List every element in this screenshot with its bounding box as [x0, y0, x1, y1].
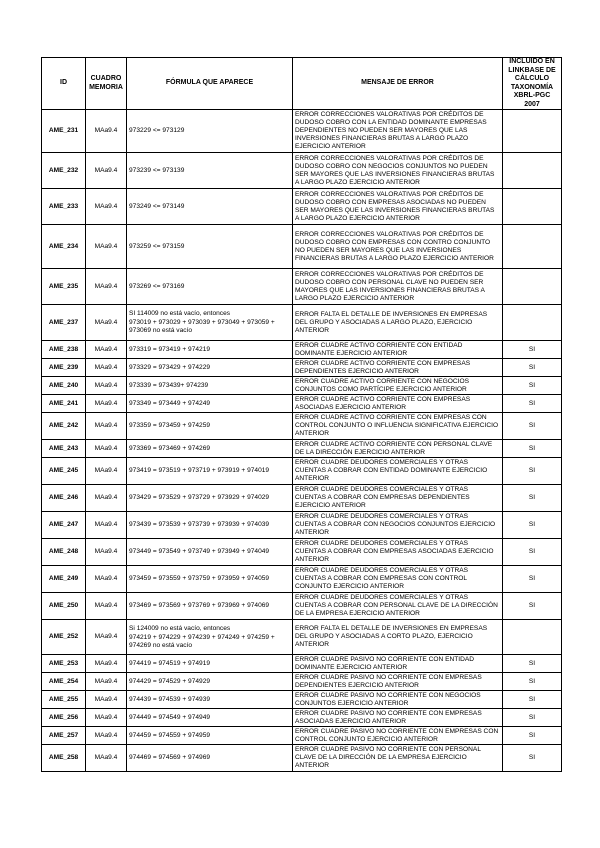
formula-line: 974469 = 974569 + 974969	[129, 754, 211, 761]
cell-mensaje-error: ERROR CUADRE PASIVO NO CORRIENTE CON ENTIDAD DOMINANTE EJERCICIO ANTERIOR	[293, 655, 503, 673]
formula-line: 973339 = 973439+ 974239	[129, 381, 209, 389]
cell-id: AME_231	[42, 110, 86, 153]
formula-line: SI 114009 no está vacío, entonces	[129, 310, 231, 317]
table-row	[42, 269, 562, 305]
cell-incluido: SI	[503, 745, 562, 772]
cell-cuadro-memoria: MAa9.4	[86, 485, 127, 512]
cell-cuadro-memoria: MAa9.4	[86, 709, 127, 727]
cell-id: AME_246	[42, 485, 86, 512]
formula-line: 973319 = 973419 + 974219	[129, 345, 211, 353]
table-row	[42, 566, 562, 593]
cell-cuadro-memoria: MAa9.4	[86, 413, 127, 440]
table-header-row	[42, 58, 562, 110]
formula-line: 974219 + 974229 + 974239 + 974249 + 974259 + 974269 no está vacío	[129, 633, 275, 649]
formula-line: 973019 + 973029 + 973039 + 973049 + 973059 + 973069 no está vacío	[129, 319, 275, 334]
cell-incluido: SI	[503, 440, 562, 458]
cell-mensaje-error: ERROR CUADRE ACTIVO CORRIENTE CON PERSONAL CLAVE DE LA DIRECCIÓN EJERCICIO ANTERIOR	[293, 440, 503, 458]
formula-line: 974459 = 974559 + 974959	[129, 731, 211, 739]
cell-incluido: SI	[503, 512, 562, 539]
cell-id: AME_243	[42, 440, 86, 458]
cell-incluido: SI	[503, 458, 562, 485]
cell-mensaje-error: ERROR CORRECCIONES VALORATIVAS POR CRÉDITOS DE DUDOSO COBRO CON LA ENTIDAD DOMINANTE EMPRESAS DEPENDIENTES NO PUEDEN SER MAYORES QUE LAS INVERSIONES FINANCIERAS BRUTAS A LARGO PLAZO EJERCICIO ANTERIOR	[293, 110, 503, 153]
cell-mensaje-error: ERROR CUADRE DEUDORES COMERCIALES Y OTRAS CUENTAS A COBRAR CON EMPRESAS CON CONTROL CONJUNTO EJERCICIO ANTERIOR	[293, 566, 503, 593]
formula-line: 973369 = 973469 + 974269	[129, 444, 211, 452]
header-formula: FÓRMULA QUE APARECE	[127, 58, 293, 110]
table-row	[42, 709, 562, 727]
cell-formula	[127, 153, 293, 189]
validation-rules-table	[41, 57, 562, 772]
cell-incluido: SI	[503, 341, 562, 359]
cell-incluido: SI	[503, 709, 562, 727]
table-row	[42, 305, 562, 341]
cell-formula	[127, 593, 293, 620]
formula-line: 973459 = 973559 + 973759 + 973959 + 974059	[129, 575, 270, 582]
cell-formula	[127, 539, 293, 566]
formula-line: 973229 <= 973129	[129, 127, 185, 134]
table-row	[42, 620, 562, 655]
table-row	[42, 440, 562, 458]
cell-formula	[127, 673, 293, 691]
cell-cuadro-memoria: MAa9.4	[86, 593, 127, 620]
cell-formula	[127, 377, 293, 395]
formula-line: 973239 <= 973139	[129, 166, 185, 174]
table-row	[42, 673, 562, 691]
cell-cuadro-memoria: MAa9.4	[86, 727, 127, 745]
cell-cuadro-memoria: MAa9.4	[86, 512, 127, 539]
table-row	[42, 153, 562, 189]
cell-cuadro-memoria: MAa9.4	[86, 539, 127, 566]
cell-incluido: SI	[503, 673, 562, 691]
cell-cuadro-memoria: MAa9.4	[86, 673, 127, 691]
cell-incluido: SI	[503, 377, 562, 395]
table-row	[42, 539, 562, 566]
cell-cuadro-memoria: MAa9.4	[86, 225, 127, 269]
cell-id: AME_232	[42, 153, 86, 189]
cell-incluido: SI	[503, 593, 562, 620]
cell-cuadro-memoria: MAa9.4	[86, 189, 127, 225]
formula-line: 974429 = 974529 + 974929	[129, 677, 211, 685]
header-incluido-linkbase: INCLUIDO EN LINKBASE DE CÁLCULO TAXONOMÍA XBRL-PGC 2007	[503, 58, 562, 110]
cell-mensaje-error: ERROR CUADRE DEUDORES COMERCIALES Y OTRAS CUENTAS A COBRAR CON PERSONAL CLAVE DE LA DIRECCIÓN DE LA EMPRESA EJERCICIO ANTERIOR	[293, 593, 503, 620]
cell-formula	[127, 620, 293, 655]
cell-formula	[127, 691, 293, 709]
cell-id: AME_248	[42, 539, 86, 566]
cell-mensaje-error: ERROR CUADRE DEUDORES COMERCIALES Y OTRAS CUENTAS A COBRAR CON ENTIDAD DOMINANTE EJERCICIO ANTERIOR	[293, 458, 503, 485]
formula-line: 973439 = 973539 + 973739 + 973939 + 974039	[129, 521, 270, 528]
cell-id: AME_252	[42, 620, 86, 655]
cell-id: AME_250	[42, 593, 86, 620]
table-row	[42, 727, 562, 745]
header-cuadro-memoria: CUADRO MEMORIA	[86, 58, 127, 110]
table-row	[42, 485, 562, 512]
cell-incluido: SI	[503, 413, 562, 440]
cell-formula	[127, 359, 293, 377]
cell-mensaje-error: ERROR CUADRE ACTIVO CORRIENTE CON EMPRESAS DEPENDIENTES EJERCICIO ANTERIOR	[293, 359, 503, 377]
cell-mensaje-error: ERROR CUADRE ACTIVO CORRIENTE CON NEGOCIOS CONJUNTOS COMO PARTÍCIPE EJERCICIO ANTERIOR	[293, 377, 503, 395]
table-row	[42, 395, 562, 413]
cell-incluido: SI	[503, 395, 562, 413]
formula-line: 973359 = 973459 + 974259	[129, 422, 211, 429]
cell-mensaje-error: ERROR CUADRE DEUDORES COMERCIALES Y OTRAS CUENTAS A COBRAR CON NEGOCIOS CONJUNTOS EJERCICIO ANTERIOR	[293, 512, 503, 539]
cell-cuadro-memoria: MAa9.4	[86, 691, 127, 709]
cell-id: AME_235	[42, 269, 86, 305]
cell-incluido	[503, 620, 562, 655]
cell-id: AME_258	[42, 745, 86, 772]
cell-incluido: SI	[503, 727, 562, 745]
cell-mensaje-error: ERROR CORRECCIONES VALORATIVAS POR CRÉDITOS DE DUDOSO COBRO CON EMPRESAS CON CONTRO CONJUNTO NO PUEDEN SER MAYORES QUE LAS INVERSIONES FINANCIERAS BRUTAS A LARGO PLAZO EJERCICIO ANTERIOR	[293, 225, 503, 269]
cell-incluido	[503, 189, 562, 225]
cell-formula	[127, 566, 293, 593]
formula-line: 973329 = 973429 + 974229	[129, 363, 211, 371]
cell-cuadro-memoria: MAa9.4	[86, 341, 127, 359]
cell-mensaje-error: ERROR CORRECCIONES VALORATIVAS POR CRÉDITOS DE DUDOSO COBRO CON PERSONAL CLAVE NO PUEDEN SER MAYORES QUE LAS INVERSIONES FINANCIERAS BRUTAS A LARGO PLAZO EJERCICIO ANTERIOR	[293, 269, 503, 305]
cell-formula	[127, 512, 293, 539]
cell-mensaje-error: ERROR CUADRE DEUDORES COMERCIALES Y OTRAS CUENTAS A COBRAR CON EMPRESAS DEPENDIENTES EJERCICIO ANTERIOR	[293, 485, 503, 512]
cell-cuadro-memoria: MAa9.4	[86, 110, 127, 153]
cell-cuadro-memoria: MAa9.4	[86, 566, 127, 593]
cell-id: AME_234	[42, 225, 86, 269]
cell-formula	[127, 458, 293, 485]
table-row	[42, 655, 562, 673]
cell-cuadro-memoria: MAa9.4	[86, 458, 127, 485]
cell-cuadro-memoria: MAa9.4	[86, 305, 127, 341]
cell-cuadro-memoria: MAa9.4	[86, 620, 127, 655]
table-row	[42, 593, 562, 620]
formula-line: 974449 = 974549 + 974949	[129, 713, 211, 721]
cell-formula	[127, 745, 293, 772]
cell-incluido: SI	[503, 691, 562, 709]
cell-id: AME_254	[42, 673, 86, 691]
table-row	[42, 745, 562, 772]
cell-mensaje-error: ERROR CORRECCIONES VALORATIVAS POR CRÉDITOS DE DUDOSO COBRO CON EMPRESAS ASOCIADAS NO PUEDEN SER MAYORES QUE LAS INVERSIONES FINANCIERAS BRUTAS A LARGO PLAZO EJERCICIO ANTERIOR	[293, 189, 503, 225]
formula-line: 973249 <= 973149	[129, 202, 185, 210]
cell-mensaje-error: ERROR CUADRE PASIVO NO CORRIENTE CON EMPRESAS CON CONTROL CONJUNTO EJERCICIO ANTERIOR	[293, 727, 503, 745]
cell-id: AME_237	[42, 305, 86, 341]
cell-incluido	[503, 225, 562, 269]
cell-formula	[127, 110, 293, 153]
table-row	[42, 691, 562, 709]
cell-formula	[127, 305, 293, 341]
cell-incluido	[503, 269, 562, 305]
cell-mensaje-error: ERROR CUADRE PASIVO NO CORRIENTE CON EMPRESAS DEPENDIENTES EJERCICIO ANTERIOR	[293, 673, 503, 691]
cell-id: AME_240	[42, 377, 86, 395]
formula-line: 974419 = 974519 + 974919	[129, 659, 211, 667]
cell-id: AME_257	[42, 727, 86, 745]
table-body	[42, 110, 562, 772]
cell-incluido: SI	[503, 655, 562, 673]
cell-id: AME_238	[42, 341, 86, 359]
cell-incluido: SI	[503, 359, 562, 377]
cell-cuadro-memoria: MAa9.4	[86, 153, 127, 189]
cell-id: AME_245	[42, 458, 86, 485]
table-row	[42, 341, 562, 359]
cell-formula	[127, 189, 293, 225]
table-row	[42, 377, 562, 395]
cell-mensaje-error: ERROR CUADRE ACTIVO CORRIENTE CON ENTIDAD DOMINANTE EJERCICIO ANTERIOR	[293, 341, 503, 359]
cell-cuadro-memoria: MAa9.4	[86, 359, 127, 377]
cell-mensaje-error: ERROR CUADRE ACTIVO CORRIENTE CON EMPRESAS ASOCIADAS EJERCICIO ANTERIOR	[293, 395, 503, 413]
cell-formula	[127, 727, 293, 745]
cell-mensaje-error: ERROR CUADRE PASIVO NO CORRIENTE CON PERSONAL CLAVE DE LA DIRECCIÓN DE LA EMPRESA EJERCICIO ANTERIOR	[293, 745, 503, 772]
cell-cuadro-memoria: MAa9.4	[86, 745, 127, 772]
formula-line: 973469 = 973569 + 973769 + 973969 + 974069	[129, 602, 270, 609]
cell-id: AME_233	[42, 189, 86, 225]
cell-id: AME_249	[42, 566, 86, 593]
cell-incluido: SI	[503, 539, 562, 566]
cell-formula	[127, 341, 293, 359]
formula-line: 973269 <= 973169	[129, 282, 185, 290]
cell-id: AME_253	[42, 655, 86, 673]
table-row	[42, 225, 562, 269]
cell-mensaje-error: ERROR FALTA EL DETALLE DE INVERSIONES EN EMPRESAS DEL GRUPO Y ASOCIADAS A LARGO PLAZO, EJERCICIO ANTERIOR	[293, 305, 503, 341]
cell-id: AME_241	[42, 395, 86, 413]
cell-incluido: SI	[503, 485, 562, 512]
cell-id: AME_239	[42, 359, 86, 377]
cell-mensaje-error: ERROR CUADRE PASIVO NO CORRIENTE CON EMPRESAS ASOCIADAS EJERCICIO ANTERIOR	[293, 709, 503, 727]
cell-formula	[127, 225, 293, 269]
cell-incluido	[503, 305, 562, 341]
table-row	[42, 189, 562, 225]
formula-line: 973349 = 973449 + 974249	[129, 399, 211, 407]
formula-line: 973429 = 973529 + 973729 + 973929 + 974029	[129, 494, 270, 501]
cell-mensaje-error: ERROR CUADRE DEUDORES COMERCIALES Y OTRAS CUENTAS A COBRAR CON EMPRESAS ASOCIADAS EJERCICIO ANTERIOR	[293, 539, 503, 566]
cell-id: AME_255	[42, 691, 86, 709]
cell-id: AME_242	[42, 413, 86, 440]
cell-cuadro-memoria: MAa9.4	[86, 440, 127, 458]
cell-formula	[127, 485, 293, 512]
header-mensaje-error: MENSAJE DE ERROR	[293, 58, 503, 110]
cell-mensaje-error: ERROR CUADRE PASIVO NO CORRIENTE CON NEGOCIOS CONJUNTOS EJERCICIO ANTERIOR	[293, 691, 503, 709]
cell-formula	[127, 395, 293, 413]
cell-cuadro-memoria: MAa9.4	[86, 655, 127, 673]
cell-mensaje-error: ERROR CUADRE ACTIVO CORRIENTE CON EMPRESAS CON CONTROL CONJUNTO O INFLUENCIA SIGNIFICATIVA EJERCICIO ANTERIOR	[293, 413, 503, 440]
table-row	[42, 413, 562, 440]
cell-id: AME_247	[42, 512, 86, 539]
table-row	[42, 458, 562, 485]
cell-incluido	[503, 153, 562, 189]
cell-formula	[127, 269, 293, 305]
cell-cuadro-memoria: MAa9.4	[86, 395, 127, 413]
cell-formula	[127, 709, 293, 727]
formula-line: 974439 = 974539 + 974939	[129, 695, 211, 703]
cell-cuadro-memoria: MAa9.4	[86, 269, 127, 305]
formula-line: 973259 <= 973159	[129, 242, 185, 250]
formula-line: 973449 = 973549 + 973749 + 973949 + 974049	[129, 548, 270, 555]
cell-cuadro-memoria: MAa9.4	[86, 377, 127, 395]
header-id: ID	[42, 58, 86, 110]
formula-line: Si 124009 no está vacío, entonces	[129, 624, 231, 632]
table-row	[42, 512, 562, 539]
cell-formula	[127, 440, 293, 458]
cell-mensaje-error: ERROR FALTA EL DETALLE DE INVERSIONES EN EMPRESAS DEL GRUPO Y ASOCIADAS A CORTO PLAZO, EJERCICIO ANTERIOR	[293, 620, 503, 655]
cell-incluido: SI	[503, 566, 562, 593]
formula-line: 973419 = 973519 + 973719 + 973919 + 974019	[129, 467, 270, 474]
cell-incluido	[503, 110, 562, 153]
cell-mensaje-error: ERROR CORRECCIONES VALORATIVAS POR CRÉDITOS DE DUDOSO COBRO CON NEGOCIOS CONJUNTOS NO PUEDEN SER MAYORES QUE LAS INVERSIONES FINANCIERAS BRUTAS A LARGO PLAZO EJERCICIO ANTERIOR	[293, 153, 503, 189]
table-row	[42, 359, 562, 377]
cell-formula	[127, 413, 293, 440]
cell-id: AME_256	[42, 709, 86, 727]
cell-formula	[127, 655, 293, 673]
table-row	[42, 110, 562, 153]
